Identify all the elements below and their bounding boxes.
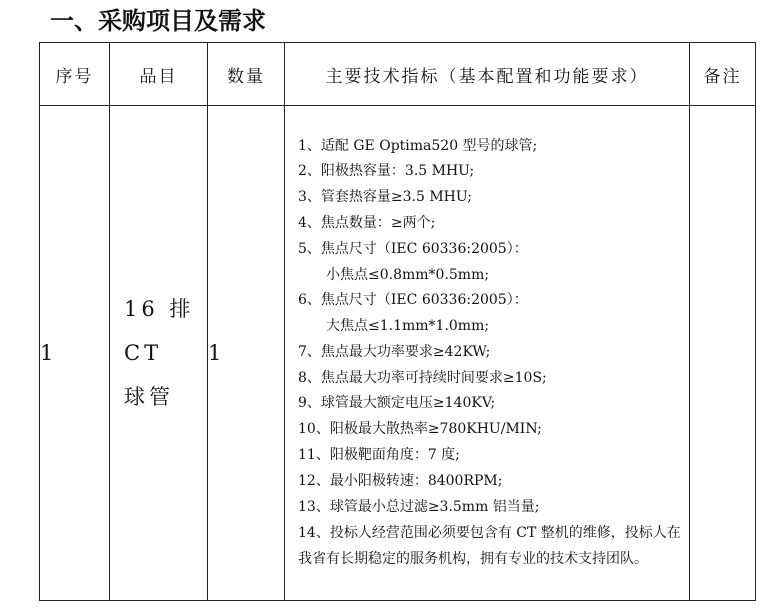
header-remarks: 备注 [690,43,756,106]
spec-item: 2、阳极热容量：3.5 MHU; [298,163,475,180]
header-index: 序号 [40,43,110,106]
table-row [40,106,756,601]
spec-list [285,134,689,573]
cell-specs [285,106,690,601]
spec-subitem: 小焦点≤0.8mm*0.5mm; [326,266,490,283]
header-quantity: 数量 [208,43,285,106]
header-item: 品目 [110,43,208,106]
section-title: 一、采购项目及需求 [50,7,266,35]
spec-item: 3、管套热容量≥3.5 MHU; [298,189,472,206]
spec-item: 6、焦点尺寸（IEC 60336:2005）： [298,292,528,309]
spec-subitem: 大焦点≤1.1mm*1.0mm; [326,318,490,335]
spec-item: 8、焦点最大功率可持续时间要求≥10S; [298,369,547,386]
spec-item: 10、阳极最大散热率≥780KHU/MIN; [298,421,542,438]
cell-remarks [690,106,756,601]
spec-item: 1、适配 GE Optima520 型号的球管; [298,137,538,154]
header-row [40,43,756,106]
spec-item: 11、阳极靶面角度：7 度; [298,447,460,464]
spec-item: 5、焦点尺寸（IEC 60336:2005）： [298,240,528,257]
cell-index: 1 [40,106,110,601]
spec-item: 9、球管最大额定电压≥140KV; [298,395,496,412]
item-name: 16 排 CT 球管 [124,297,195,409]
spec-item: 7、焦点最大功率要求≥42KW; [298,343,491,360]
cell-quantity: 1 [208,106,285,601]
header-specs: 主要技术指标（基本配置和功能要求） [285,43,690,106]
spec-item: 14、投标人经营范围必须要包含有 CT 整机的维修，投标人在我省有长期稳定的服务机构，拥有专业的技术支持团队。 [298,525,681,568]
spec-item: 12、最小阳极转速：8400RPM; [298,472,503,489]
cell-item [110,106,208,601]
procurement-table [39,42,756,601]
spec-item: 13、球管最小总过滤≥3.5mm 铝当量; [298,498,540,515]
spec-item: 4、焦点数量：≥两个; [298,214,436,231]
